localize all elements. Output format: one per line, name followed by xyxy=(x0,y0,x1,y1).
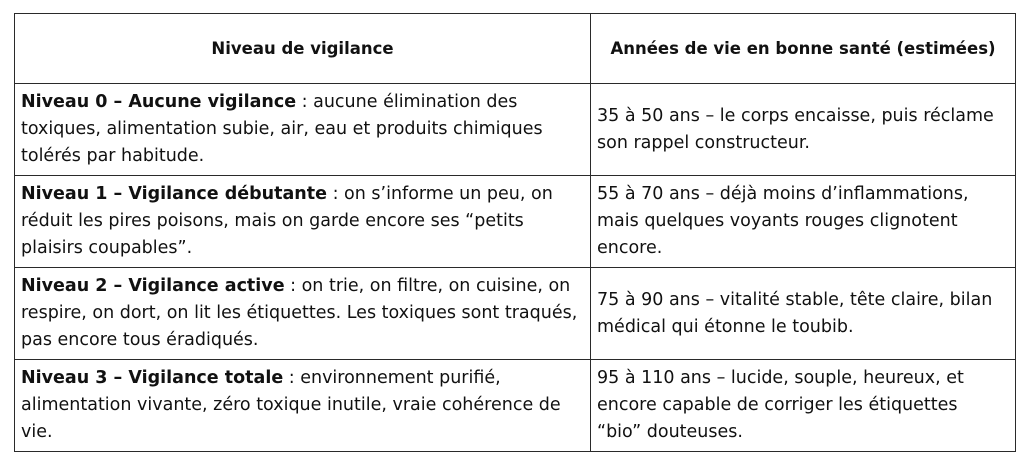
level-cell xyxy=(15,268,591,360)
table-row xyxy=(15,84,1016,176)
level-title: Niveau 3 – Vigilance totale xyxy=(21,368,284,388)
level-title: Niveau 0 – Aucune vigilance xyxy=(21,92,297,112)
level-description: : on s’informe un peu, on réduit les pires poisons, mais on garde encore ses “petits plaisirs coupables”. xyxy=(21,184,553,258)
table-row xyxy=(15,176,1016,268)
header-healthy-years: Années de vie en bonne santé (estimées) xyxy=(591,14,1016,84)
header-row xyxy=(15,14,1016,84)
table-row xyxy=(15,360,1016,452)
vigilance-table xyxy=(14,13,1016,452)
table-row xyxy=(15,268,1016,360)
level-description: : environnement purifié, alimentation vivante, zéro toxique inutile, vraie cohérence de vie. xyxy=(21,368,561,442)
level-description: : on trie, on filtre, on cuisine, on respire, on dort, on lit les étiquettes. Les toxiques sont traqués, pas encore tous éradiqués. xyxy=(21,276,578,350)
years-cell: 95 à 110 ans – lucide, souple, heureux, et encore capable de corriger les étiquettes “bio” douteuses. xyxy=(591,360,1016,452)
header-vigilance-level: Niveau de vigilance xyxy=(15,14,591,84)
level-title: Niveau 2 – Vigilance active xyxy=(21,276,285,296)
years-cell: 75 à 90 ans – vitalité stable, tête claire, bilan médical qui étonne le toubib. xyxy=(591,268,1016,360)
level-cell xyxy=(15,360,591,452)
level-title: Niveau 1 – Vigilance débutante xyxy=(21,184,328,204)
level-cell xyxy=(15,176,591,268)
level-description: : aucune élimination des toxiques, alimentation subie, air, eau et produits chimiques tolérés par habitude. xyxy=(21,92,543,166)
level-cell xyxy=(15,84,591,176)
years-cell: 55 à 70 ans – déjà moins d’inflammations, mais quelques voyants rouges clignotent encore. xyxy=(591,176,1016,268)
years-cell: 35 à 50 ans – le corps encaisse, puis réclame son rappel constructeur. xyxy=(591,84,1016,176)
